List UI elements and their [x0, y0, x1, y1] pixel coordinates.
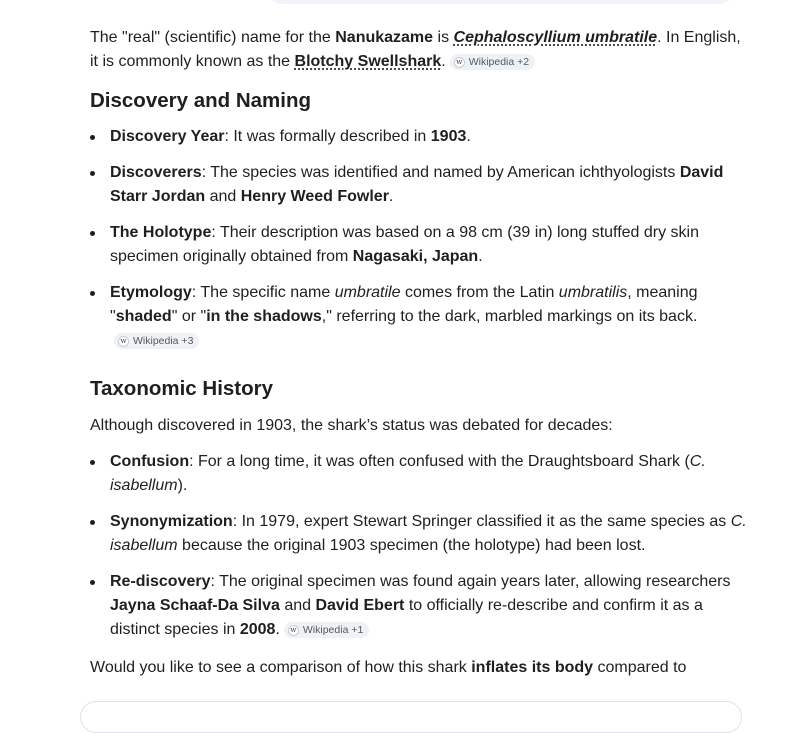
item-bold: Henry Weed Fowler [240, 188, 389, 205]
item-italic: C. isabellum [110, 513, 747, 554]
item-text: and [205, 188, 241, 205]
taxonomy-list [90, 450, 750, 642]
followup-text: compared to [593, 659, 687, 676]
list-item [90, 450, 750, 498]
wikipedia-icon: w [454, 57, 465, 68]
item-text: because the original 1903 specimen (the holotype) had been lost. [177, 537, 646, 554]
discovery-list [90, 125, 750, 353]
scientific-name-link[interactable]: Cephaloscyllium umbratile [453, 29, 658, 46]
item-label: Discoverers [110, 164, 202, 181]
item-label: Etymology [110, 284, 192, 301]
section-heading-discovery: Discovery and Naming [90, 89, 312, 112]
item-label: Re-discovery [110, 573, 211, 590]
item-text: ). [177, 477, 188, 494]
item-text: : The species was identified and named by American ichthyologists [201, 164, 680, 181]
item-text: : In 1979, expert Stewart Springer classified it as the same species as [232, 513, 731, 530]
intro-text: is [433, 29, 454, 46]
item-bold: shaded [115, 308, 172, 325]
item-italic: C. isabellum [110, 453, 706, 494]
item-bold: in the shadows [206, 308, 322, 325]
item-text: . [478, 248, 483, 265]
wikipedia-icon: w [288, 625, 299, 636]
item-label: Confusion [110, 453, 190, 470]
item-text: ," referring to the dark, marbled markings on its back. [321, 308, 698, 325]
list-item [90, 161, 750, 209]
item-text: , meaning " [110, 284, 698, 325]
followup-question [90, 656, 750, 680]
item-text: : The original specimen was found again years later, allowing researchers [210, 573, 731, 590]
item-text: : The specific name [191, 284, 335, 301]
item-text: comes from the Latin [400, 284, 559, 301]
source-chip-label: Wikipedia +2 [468, 56, 530, 68]
item-text: : For a long time, it was often confused with the Draughtsboard Shark ( [189, 453, 690, 470]
item-bold: David Starr Jordan [110, 164, 724, 205]
response-content [90, 26, 750, 680]
source-chip-label: Wikipedia +1 [302, 624, 364, 636]
item-text: . [275, 621, 280, 638]
item-bold: Jayna Schaaf-Da Silva [110, 597, 280, 614]
previous-message-bubble [266, 0, 736, 4]
item-label: Synonymization [110, 513, 233, 530]
item-text: to officially re-describe and confirm it as a distinct species in [110, 597, 703, 638]
source-chip[interactable] [114, 333, 199, 349]
source-chip[interactable] [450, 54, 535, 70]
item-bold: Nagasaki, Japan [352, 248, 479, 265]
prompt-input-bar[interactable] [80, 701, 742, 733]
item-text: . [388, 188, 394, 205]
item-italic: umbratilis [558, 284, 628, 301]
taxonomy-intro: Although discovered in 1903, the shark’s status was debated for decades: [90, 417, 613, 434]
list-item [90, 570, 750, 642]
item-text: : It was formally described in [224, 128, 431, 145]
item-italic: umbratile [334, 284, 401, 301]
item-text: " or " [171, 308, 207, 325]
common-name-link[interactable]: Blotchy Swellshark [294, 53, 442, 70]
intro-text: The "real" (scientific) name for the [90, 29, 336, 46]
item-label: Discovery Year [110, 128, 225, 145]
item-bold: David Ebert [315, 597, 405, 614]
source-chip[interactable] [284, 622, 369, 638]
section-heading-taxonomy: Taxonomic History [90, 377, 274, 400]
list-item [90, 221, 750, 269]
local-name: Nanukazame [335, 29, 434, 46]
item-label: The Holotype [110, 224, 212, 241]
source-chip-label: Wikipedia +3 [133, 335, 194, 347]
intro-text: . In English, it is commonly known as the [90, 29, 741, 70]
list-item [90, 125, 750, 149]
intro-paragraph [90, 26, 750, 74]
item-bold: 1903 [430, 128, 467, 145]
item-bold: 2008 [239, 621, 276, 638]
followup-text: Would you like to see a comparison of how this shark [90, 659, 472, 676]
item-text: : Their description was based on a 98 cm (39 in) long stuffed dry skin specimen originally obtained from [110, 224, 700, 265]
wikipedia-icon: w [118, 336, 129, 347]
list-item [90, 281, 750, 353]
item-text: . [466, 128, 471, 145]
item-text: and [279, 597, 316, 614]
intro-text: . [441, 53, 446, 70]
followup-bold: inflates its body [471, 659, 594, 676]
list-item [90, 510, 750, 558]
